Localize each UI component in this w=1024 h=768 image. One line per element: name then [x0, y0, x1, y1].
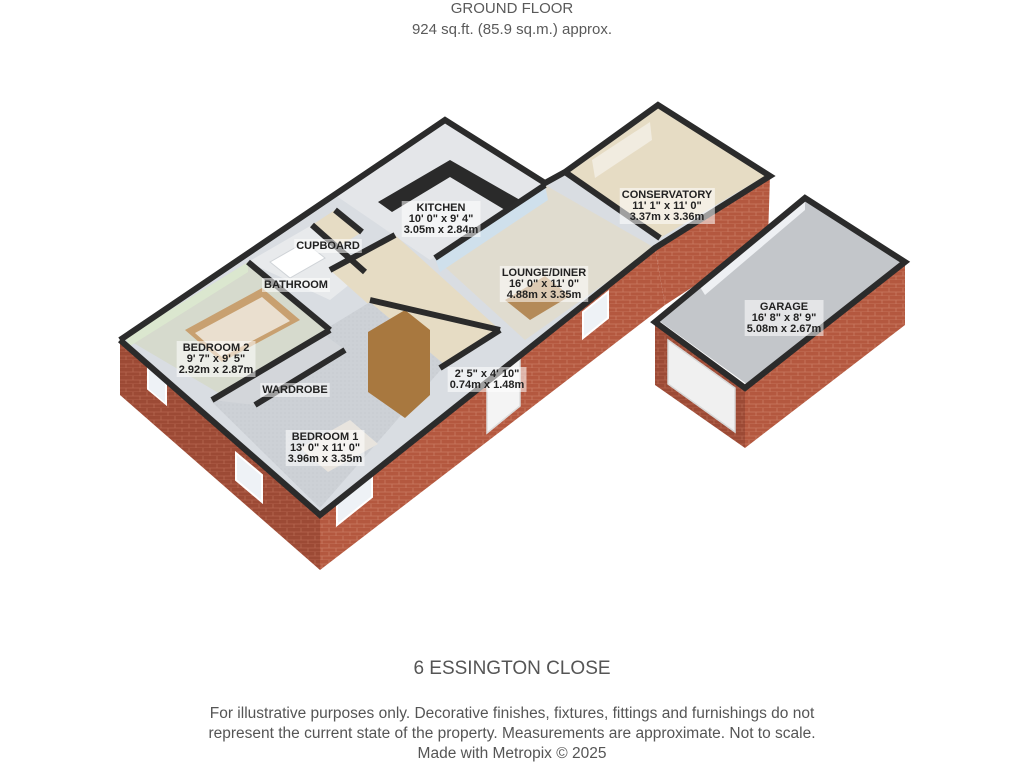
room-size-imperial: 13' 0" x 11' 0"	[289, 442, 361, 454]
floor-title: GROUND FLOOR	[450, 0, 574, 17]
room-name: BEDROOM 2	[182, 342, 250, 354]
room-name: CUPBOARD	[296, 240, 360, 252]
room-name: KITCHEN	[416, 202, 466, 214]
room-name: GARAGE	[759, 301, 809, 313]
room-size-imperial: 2' 5" x 4' 10"	[454, 368, 520, 380]
room-size-metric: 4.88m x 3.35m	[506, 289, 582, 301]
floor-area: 924 sq.ft. (85.9 sq.m.) approx.	[411, 21, 613, 38]
room-label-garage	[745, 300, 824, 336]
room-size-imperial: 16' 8" x 8' 9"	[751, 312, 817, 324]
room-size-imperial: 16' 0" x 11' 0"	[508, 278, 580, 290]
room-size-metric: 2.92m x 2.87m	[178, 364, 254, 376]
room-size-metric: 0.74m x 1.48m	[449, 379, 525, 391]
room-size-metric: 3.05m x 2.84m	[403, 224, 479, 236]
disclaimer-line: represent the current state of the property. Measurements are approximate. Not to scale.	[208, 725, 816, 742]
property-address: 6 ESSINGTON CLOSE	[413, 658, 611, 679]
credit-line: Made with Metropix © 2025	[417, 745, 607, 762]
room-size-imperial: 10' 0" x 9' 4"	[408, 213, 474, 225]
room-size-metric: 3.37m x 3.36m	[629, 211, 705, 223]
room-name: LOUNGE/DINER	[501, 267, 587, 279]
room-label-hall	[448, 367, 527, 392]
room-name: BATHROOM	[264, 279, 328, 291]
disclaimer	[0, 704, 1024, 764]
room-label-lounge	[500, 266, 588, 302]
room-label-conservatory	[620, 188, 715, 224]
room-label-kitchen	[402, 201, 481, 237]
disclaimer-line: For illustrative purposes only. Decorative finishes, fixtures, fittings and furnishings do not	[209, 705, 815, 722]
room-name: BEDROOM 1	[291, 431, 359, 443]
room-label-cupboard	[294, 239, 362, 253]
room-size-imperial: 11' 1" x 11' 0"	[632, 200, 702, 212]
room-label-bedroom-1	[286, 430, 365, 466]
room-label-bathroom	[262, 278, 330, 292]
room-label-bedroom-2	[177, 341, 256, 377]
room-name: WARDROBE	[262, 384, 328, 396]
room-size-metric: 5.08m x 2.67m	[746, 323, 822, 335]
room-size-metric: 3.96m x 3.35m	[287, 453, 363, 465]
room-name: CONSERVATORY	[621, 189, 713, 201]
room-label-wardrobe	[260, 383, 329, 397]
room-size-imperial: 9' 7" x 9' 5"	[186, 353, 246, 365]
